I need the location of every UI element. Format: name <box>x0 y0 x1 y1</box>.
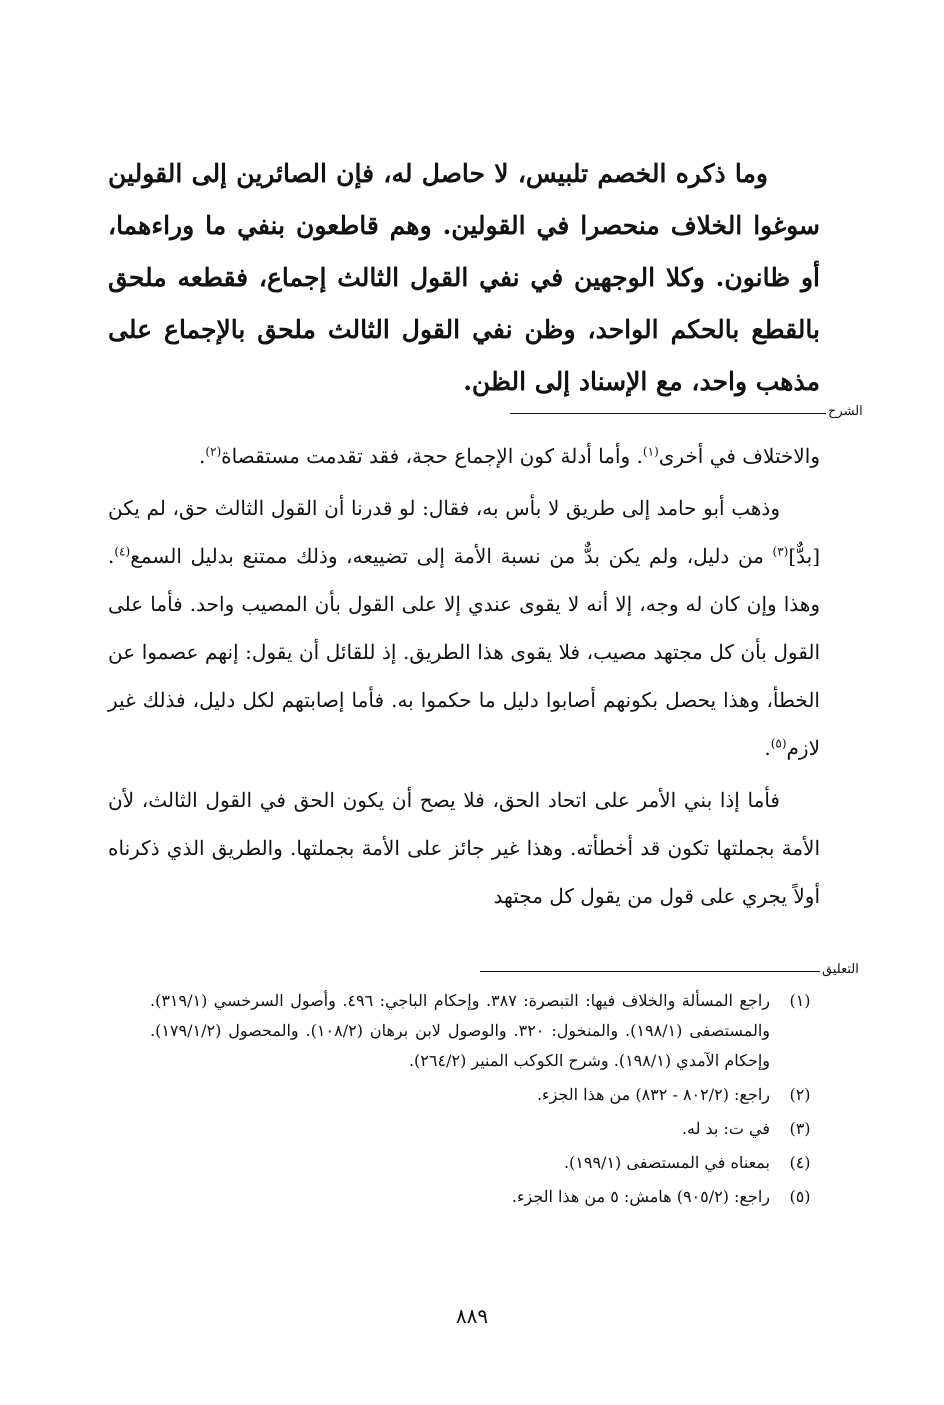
sharh-paragraph-3: فأما إذا بني الأمر على اتحاد الحق، فلا يصح أن يكون الحق في القول الثالث، لأن الأمة بجملتها تكون قد أخطأته. وهذا غير جائز على الأمة بجملتها. والطريق الذي ذكرناه أولاً يجري على قول من يقول كل مجتهد <box>108 788 820 908</box>
taliq-separator <box>480 971 820 972</box>
sharh-text <box>108 432 820 924</box>
footnote-text: راجع المسألة والخلاف فيها: التبصرة: ٣٨٧. وإحكام الباجي: ٤٩٦. وأصول السرخسي (٣١٩/١). والمستصفى (١٩٨/١). والمنخول: ٣٢٠. والوصول لابن برهان (١٠٨/٢). والمحصول (١٧٩/١/٢). وإحكام الآمدي (١٩٨/١). وشرح الكوكب المنير (٢٦٤/٢). <box>150 991 771 1070</box>
taliq-label: التعليق <box>822 962 859 977</box>
footnote-4 <box>150 1148 820 1178</box>
footnote-ref-1: (١) <box>642 444 659 459</box>
footnote-number: (٣) <box>789 1119 811 1138</box>
matn-text <box>108 148 820 408</box>
page-number: ٨٨٩ <box>455 1304 489 1328</box>
footnote-ref-4: (٤) <box>114 544 131 559</box>
footnote-ref-3: (٣) <box>772 544 789 559</box>
sharh-paragraph-2: وذهب أبو حامد إلى طريق لا بأس به، فقال: لو قدرنا أن القول الثالث حق، لم يكن [بدٌّ]$^{(٣)}$ من دليل، ولم يكن بدٌّ من نسبة الأمة إلى تضييعه، وذلك ممتنع بدليل السمع$^{(٤)}$. وهذا وإن كان له وجه، إلا أنه لا يقوى عندي إلا على القول بأن المصيب واحد. فأما على القول بأن كل مجتهد مصيب، فلا يقوى هذا الطريق. إذ للقائل أن يقول: إنهم عصموا عن الخطأ، وهذا يحصل بكونهم أصابوا دليل ما حكموا به. فأما إصابتهم لكل دليل، فذلك غير لازم$^{(٥)}$. <box>108 496 821 760</box>
footnote-text: في ت: بد له. <box>681 1119 770 1138</box>
footnote-5 <box>150 1182 820 1212</box>
footnote-ref-2: (٢) <box>205 444 222 459</box>
sharh-separator <box>510 413 826 414</box>
footnote-number: (٥) <box>789 1187 811 1206</box>
footnote-ref-5: (٥) <box>770 736 787 751</box>
footnote-number: (١) <box>789 991 811 1010</box>
footnote-text: راجع: (٩٠٥/٢) هامش: ٥ من هذا الجزء. <box>511 1187 770 1206</box>
footnote-3 <box>150 1114 820 1144</box>
footnotes <box>150 986 820 1216</box>
footnote-2 <box>150 1080 820 1110</box>
footnote-number: (٤) <box>789 1153 811 1172</box>
footnote-1 <box>150 986 820 1076</box>
footnote-number: (٢) <box>789 1085 811 1104</box>
sharh-label: الشرح <box>828 404 863 419</box>
sharh-paragraph-1: والاختلاف في أخرى$^{(١)}$. وأما أدلة كون الإجماع حجة، فقد تقدمت مستقصاة$^{(٢)}$. <box>198 444 820 468</box>
footnote-text: راجع: (٨٠٢/٢ - ٨٣٢) من هذا الجزء. <box>536 1085 770 1104</box>
matn-paragraph: وما ذكره الخصم تلبيس، لا حاصل له، فإن الصائرين إلى القولين سوغوا الخلاف منحصرا في القولين. وهم قاطعون بنفي ما وراءهما، أو ظانون. وكلا الوجهين في نفي القول الثالث إجماع، فقطعه ملحق بالقطع بالحكم الواحد، وظن نفي القول الثالث ملحق بالإجماع على مذهب واحد، مع الإسناد إلى الظن. <box>108 159 820 396</box>
footnote-text: بمعناه في المستصفى (١٩٩/١). <box>563 1153 770 1172</box>
